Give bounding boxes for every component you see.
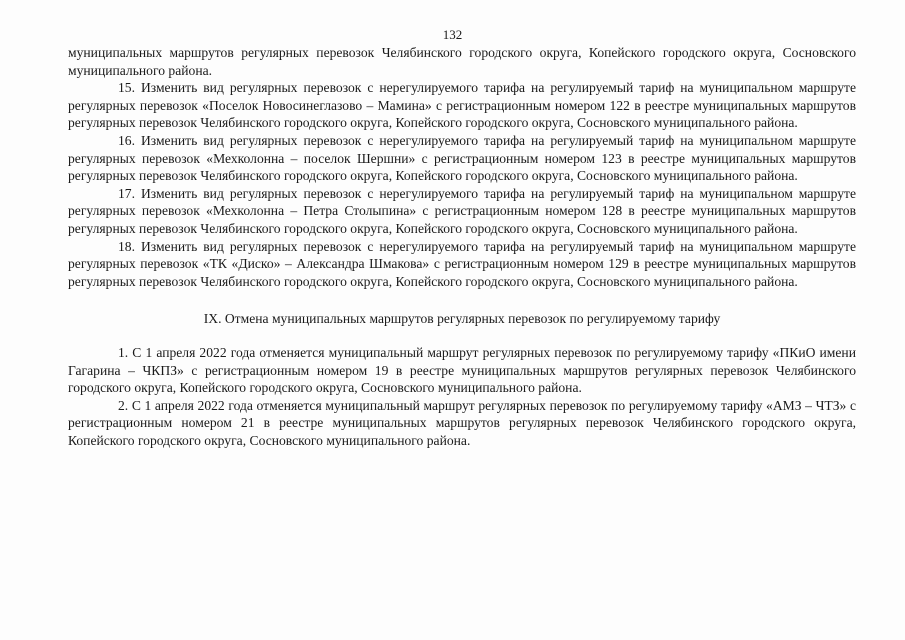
paragraph-item-18: 18. Изменить вид регулярных перевозок с нерегулируемого тарифа на регулируемый тариф на муниципальном маршруте регулярных перевозок «ТК «Диско» – Александра Шмакова» с регистрационным номером 129 в реестре муниципальных маршрутов регулярных перевозок Челябинского городского округа, Копейского городского округа, Сосновского муниципального района. bbox=[68, 238, 856, 289]
page-number: 132 bbox=[442, 27, 463, 42]
section-heading: IX. Отмена муниципальных маршрутов регулярных перевозок по регулируемому тарифу bbox=[203, 311, 721, 327]
paragraph-item-16: 16. Изменить вид регулярных перевозок с нерегулируемого тарифа на регулируемый тариф на муниципальном маршруте регулярных перевозок «Мехколонна – поселок Шершни» с регистрационным номером 123 в реестре муниципальных маршрутов регулярных перевозок Челябинского городского округа, Копейского городского округа, Сосновского муниципального района. bbox=[68, 132, 856, 184]
paragraph-cancel-2: 2. С 1 апреля 2022 года отменяется муниципальный маршрут регулярных перевозок по регулируемому тарифу «АМЗ – ЧТЗ» с регистрационным номером 21 в реестре муниципальных маршрутов регулярных перевозок Челябинского городского округа, Копейского городского округа, Сосновского муниципального района. bbox=[68, 397, 856, 448]
document-body bbox=[68, 44, 856, 449]
paragraph-continuation: муниципальных маршрутов регулярных перевозок Челябинского городского округа, Копейского городского округа, Сосновского муниципального района. bbox=[68, 45, 856, 78]
paragraph-item-15: 15. Изменить вид регулярных перевозок с нерегулируемого тарифа на регулируемый тариф на муниципальном маршруте регулярных перевозок «Поселок Новосинеглазово – Мамина» с регистрационным номером 122 в реестре муниципальных маршрутов регулярных перевозок Челябинского городского округа, Копейского городского округа, Сосновского муниципального района. bbox=[68, 80, 856, 131]
paragraph-item-17: 17. Изменить вид регулярных перевозок с нерегулируемого тарифа на регулируемый тариф на муниципальном маршруте регулярных перевозок «Мехколонна – Петра Столыпина» с регистрационным номером 128 в реестре муниципальных маршрутов регулярных перевозок Челябинского городского округа, Копейского городского округа, Сосновского муниципального района. bbox=[68, 185, 856, 236]
paragraph-cancel-1: 1. С 1 апреля 2022 года отменяется муниципальный маршрут регулярных перевозок по регулируемому тарифу «ПКиО имени Гагарина – ЧКПЗ» с регистрационным номером 19 в реестре муниципальных маршрутов регулярных перевозок Челябинского городского округа, Копейского городского округа, Сосновского муниципального района. bbox=[68, 344, 856, 396]
